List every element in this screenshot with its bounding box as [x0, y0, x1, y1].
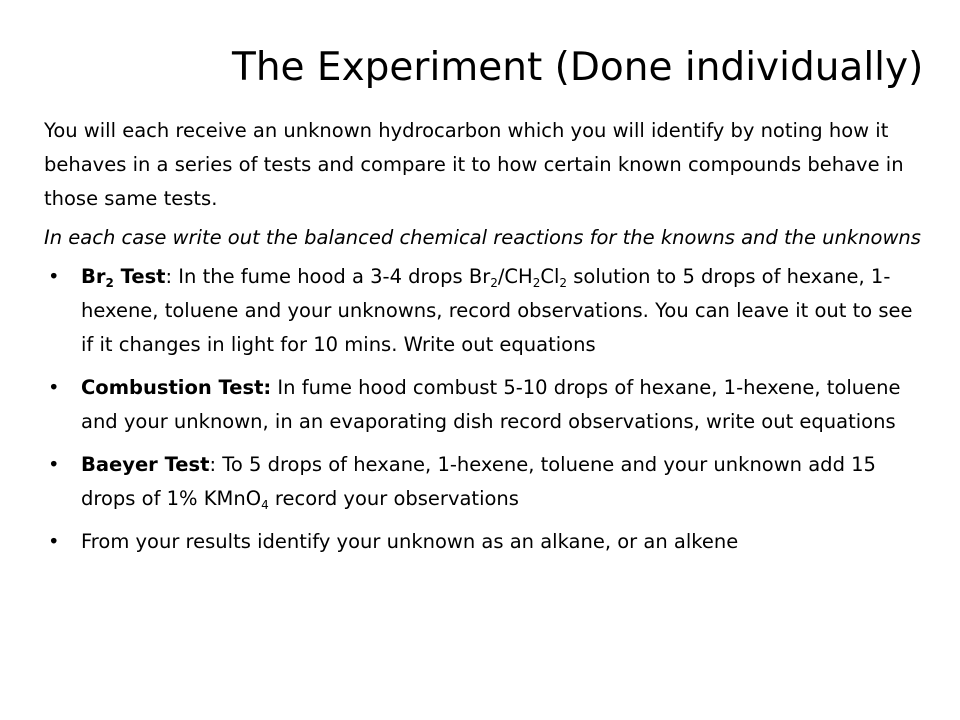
bullet-dot-icon: •: [48, 453, 60, 476]
list-item-baeyer-test: [44, 448, 924, 516]
list-item-identify-result: [44, 525, 924, 559]
bullet-dot-icon: •: [48, 265, 60, 288]
instruction-paragraph: In each case write out the balanced chemical reactions for the knowns and the unknowns: [44, 226, 921, 249]
slide-title: The Experiment (Done individually): [232, 45, 924, 90]
bullet-dot-icon: •: [48, 376, 60, 399]
list-item-br2-test: [44, 260, 924, 362]
slide-body: [44, 114, 924, 568]
test-list: [44, 260, 924, 559]
combustion-test-label: Combustion Test:: [81, 376, 272, 399]
combustion-test-text: In fume hood combust 5-10 drops of hexane, 1-hexene, toluene and your unknown, in an evaporating dish record observations, write out equations: [81, 376, 901, 433]
list-item-combustion-test: [44, 371, 924, 439]
br2-test-label: $Br_2$ Test: [81, 265, 166, 290]
bullet-dot-icon: •: [48, 530, 60, 553]
baeyer-test-label: Baeyer Test: [81, 453, 210, 476]
br2-test-text: : In the fume hood a 3-4 drops $Br_2/CH_2Cl_2$ solution to 5 drops of hexane, 1-hexene, toluene and your unknowns, record observations. You can leave it out to see if it changes in light for 10 mins. Write out equations: [81, 265, 913, 356]
identify-result-text: From your results identify your unknown as an alkane, or an alkene: [81, 530, 739, 553]
intro-paragraph: You will each receive an unknown hydrocarbon which you will identify by noting how it behaves in a series of tests and compare it to how certain known compounds behave in those same tests.: [44, 119, 904, 210]
baeyer-test-text: : To 5 drops of hexane, 1-hexene, toluene and your unknown add 15 drops of 1% KMnO$_4$ record your observations: [81, 453, 876, 512]
